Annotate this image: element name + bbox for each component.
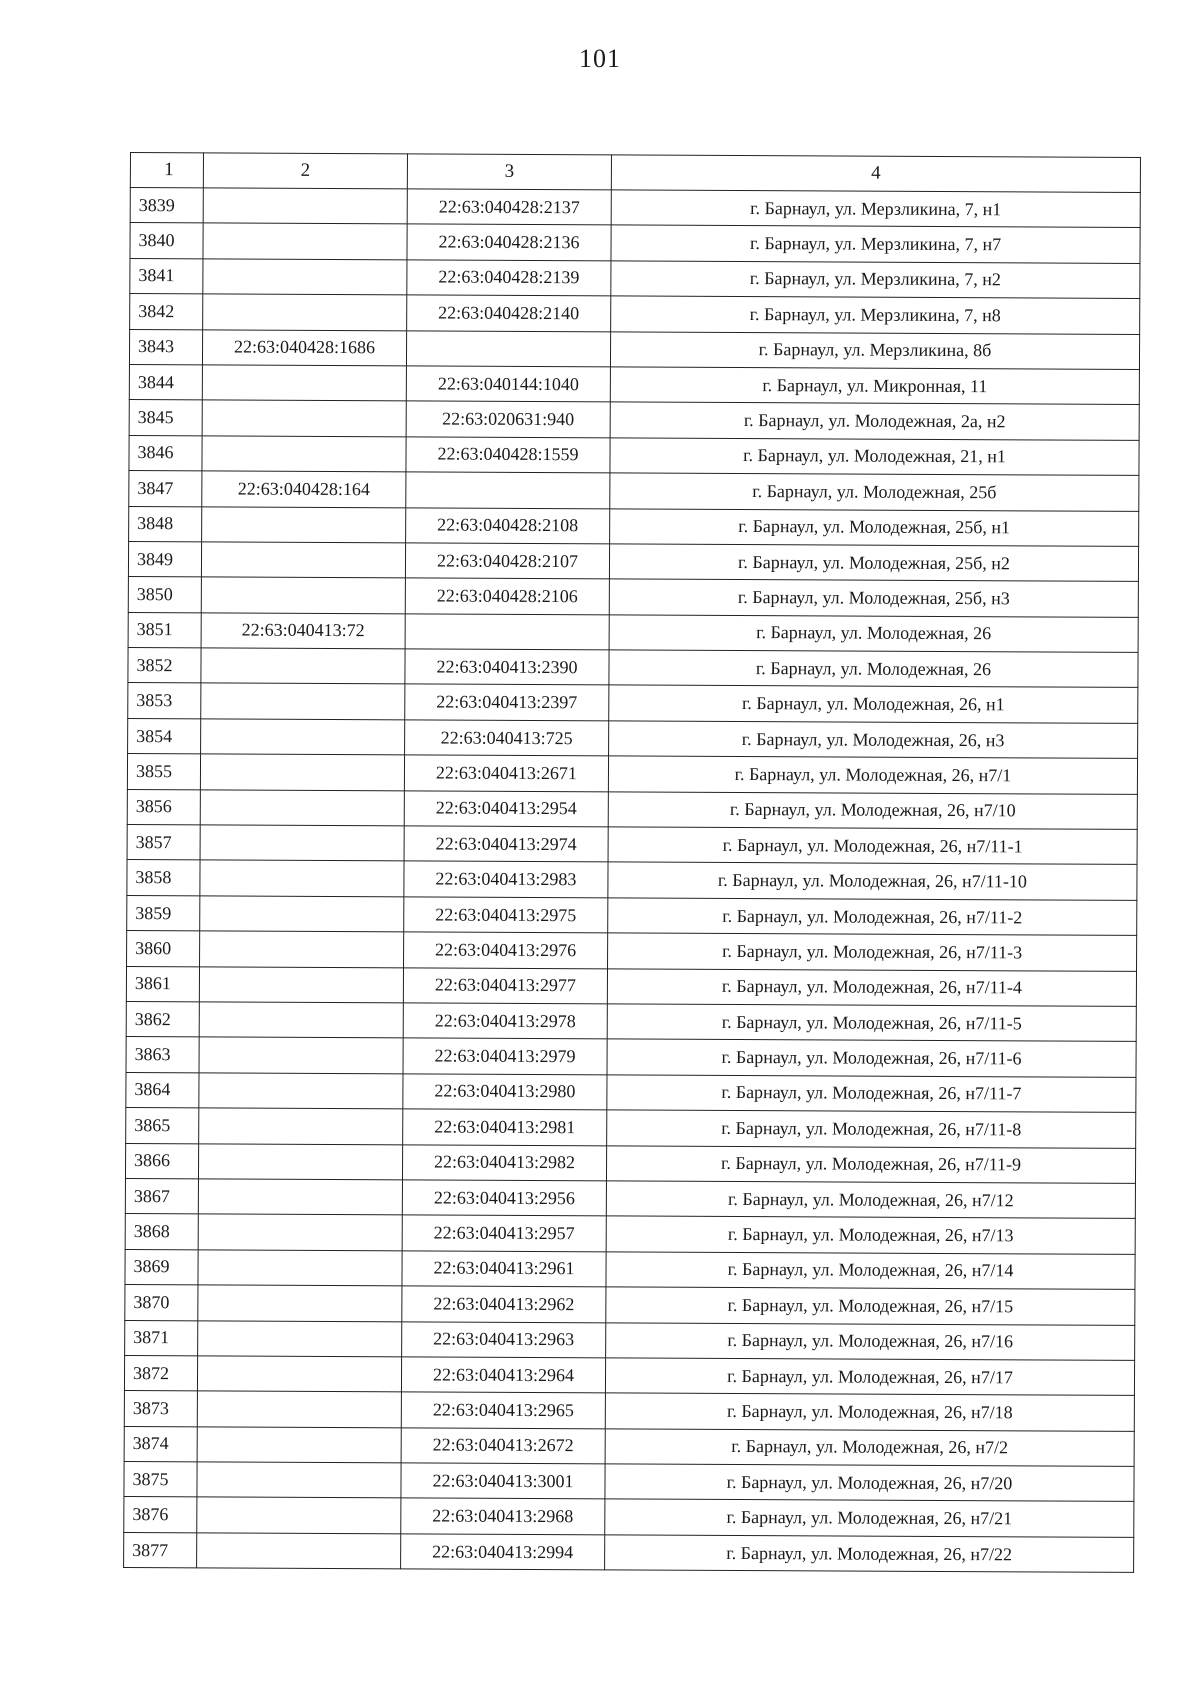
address-cell: г. Барнаул, ул. Молодежная, 26, н7/11-8 (607, 1110, 1136, 1148)
column-header-1: 1 (130, 153, 203, 188)
building-cadastral-cell: 22:63:040413:2976 (404, 932, 608, 968)
building-cadastral-cell: 22:63:040428:2136 (407, 224, 611, 260)
table-row (127, 789, 1137, 829)
address-cell: г. Барнаул, ул. Мерзликина, 7, н1 (611, 190, 1140, 228)
row-number-cell: 3840 (130, 223, 203, 259)
parcel-cadastral-cell (202, 400, 406, 436)
address-cell: г. Барнаул, ул. Молодежная, 26, н7/11-2 (608, 898, 1137, 936)
address-cell: г. Барнаул, ул. Молодежная, 26, н7/15 (606, 1287, 1135, 1325)
row-number-cell: 3846 (129, 435, 202, 471)
building-cadastral-cell: 22:63:040413:2956 (402, 1180, 606, 1216)
table-row (127, 825, 1137, 865)
parcel-cadastral-cell (198, 1214, 402, 1250)
address-cell: г. Барнаул, ул. Молодежная, 26, н7/17 (605, 1358, 1134, 1396)
address-cell: г. Барнаул, ул. Молодежная, 26, н7/11-7 (607, 1075, 1136, 1113)
building-cadastral-cell: 22:63:040413:2964 (401, 1357, 605, 1393)
address-cell: г. Барнаул, ул. Молодежная, 26, н7/11-5 (607, 1004, 1136, 1042)
address-cell: г. Барнаул, ул. Молодежная, 26, н7/14 (606, 1252, 1135, 1290)
row-number-cell: 3869 (125, 1249, 198, 1285)
address-cell: г. Барнаул, ул. Молодежная, 26, н1 (609, 685, 1138, 723)
building-cadastral-cell: 22:63:040413:2979 (403, 1038, 607, 1074)
table-row (127, 754, 1137, 794)
building-cadastral-cell: 22:63:040413:2982 (402, 1144, 606, 1180)
page-number: 101 (579, 44, 621, 73)
parcel-cadastral-cell (199, 966, 403, 1002)
building-cadastral-cell: 22:63:040428:2107 (405, 543, 609, 579)
building-cadastral-cell: 22:63:040413:2961 (402, 1251, 606, 1287)
column-header-2: 2 (203, 153, 407, 189)
row-number-cell: 3875 (124, 1462, 197, 1498)
parcel-cadastral-cell (200, 860, 404, 896)
parcel-cadastral-cell (200, 931, 404, 967)
row-number-cell: 3871 (125, 1320, 198, 1356)
building-cadastral-cell: 22:63:040413:2672 (401, 1428, 605, 1464)
table-row (130, 258, 1140, 298)
table-row (124, 1391, 1134, 1431)
table-row (125, 1178, 1135, 1218)
row-number-cell: 3848 (129, 506, 202, 542)
parcel-cadastral-cell (199, 1073, 403, 1109)
row-number-cell: 3854 (128, 718, 201, 754)
table-row (128, 612, 1138, 652)
table-row (129, 435, 1139, 475)
parcel-cadastral-cell (201, 577, 405, 613)
parcel-cadastral-cell (203, 223, 407, 259)
parcel-cadastral-cell (200, 896, 404, 932)
table-row (128, 683, 1138, 723)
building-cadastral-cell: 22:63:040413:2983 (404, 861, 608, 897)
table-body (124, 188, 1141, 1573)
address-cell: г. Барнаул, ул. Молодежная, 2а, н2 (610, 402, 1139, 440)
parcel-cadastral-cell (201, 648, 405, 684)
column-header-3: 3 (407, 154, 611, 190)
parcel-cadastral-cell (198, 1320, 402, 1356)
parcel-cadastral-cell (202, 436, 406, 472)
building-cadastral-cell: 22:63:040428:2139 (407, 260, 611, 296)
table-row (124, 1532, 1134, 1572)
row-number-cell: 3847 (129, 471, 202, 507)
building-cadastral-cell: 22:63:040413:2977 (403, 967, 607, 1003)
row-number-cell: 3849 (128, 541, 201, 577)
address-cell: г. Барнаул, ул. Молодежная, 26, н7/20 (605, 1464, 1134, 1502)
parcel-cadastral-cell (199, 1037, 403, 1073)
table-row (129, 400, 1139, 440)
parcel-cadastral-cell (201, 719, 405, 755)
parcel-cadastral-cell (200, 825, 404, 861)
table-row (126, 1037, 1136, 1077)
table-row (125, 1285, 1135, 1325)
address-cell: г. Барнаул, ул. Молодежная, 25б, н2 (609, 544, 1138, 582)
building-cadastral-cell: 22:63:040428:2140 (407, 295, 611, 331)
table-row (127, 860, 1137, 900)
table-row (125, 1249, 1135, 1289)
address-cell: г. Барнаул, ул. Молодежная, 26, н7/21 (605, 1499, 1134, 1537)
table-row (126, 1001, 1136, 1041)
table-row (130, 223, 1140, 263)
parcel-cadastral-cell (203, 259, 407, 295)
parcel-cadastral-cell (197, 1497, 401, 1533)
table-row (129, 364, 1139, 404)
row-number-cell: 3845 (129, 400, 202, 436)
table-row (128, 577, 1138, 617)
parcel-cadastral-cell (197, 1533, 401, 1569)
parcel-cadastral-cell (202, 506, 406, 542)
row-number-cell: 3856 (127, 789, 200, 825)
address-cell: г. Барнаул, ул. Молодежная, 26, н7/13 (606, 1216, 1135, 1254)
row-number-cell: 3876 (124, 1497, 197, 1533)
table-row (130, 294, 1140, 334)
row-number-cell: 3874 (124, 1426, 197, 1462)
row-number-cell: 3877 (124, 1532, 197, 1568)
building-cadastral-cell: 22:63:040413:2954 (404, 790, 608, 826)
address-cell: г. Барнаул, ул. Молодежная, 26, н3 (609, 721, 1138, 759)
row-number-cell: 3859 (127, 895, 200, 931)
building-cadastral-cell: 22:63:040413:2965 (401, 1392, 605, 1428)
address-cell: г. Барнаул, ул. Молодежная, 25б, н3 (609, 579, 1138, 617)
parcel-cadastral-cell (198, 1285, 402, 1321)
row-number-cell: 3873 (124, 1391, 197, 1427)
table-row (126, 1072, 1136, 1112)
address-cell: г. Барнаул, ул. Молодежная, 26 (609, 615, 1138, 653)
building-cadastral-cell: 22:63:040413:2994 (401, 1534, 605, 1570)
row-number-cell: 3857 (127, 825, 200, 861)
parcel-cadastral-cell (197, 1356, 401, 1392)
parcel-cadastral-cell (198, 1250, 402, 1286)
address-cell: г. Барнаул, ул. Мерзликина, 7, н2 (611, 261, 1140, 299)
row-number-cell: 3853 (128, 683, 201, 719)
building-cadastral-cell: 22:63:040413:2962 (402, 1286, 606, 1322)
table-row (129, 506, 1139, 546)
parcel-cadastral-cell: 22:63:040413:72 (201, 613, 405, 649)
building-cadastral-cell: 22:63:040413:2981 (403, 1109, 607, 1145)
building-cadastral-cell: 22:63:040413:725 (405, 720, 609, 756)
building-cadastral-cell (405, 614, 609, 650)
table-header (130, 153, 1140, 193)
table-row (124, 1355, 1134, 1395)
address-cell: г. Барнаул, ул. Молодежная, 26, н7/18 (605, 1393, 1134, 1431)
building-cadastral-cell: 22:63:040413:2963 (402, 1321, 606, 1357)
parcel-cadastral-cell (203, 188, 407, 224)
table-row (128, 718, 1138, 758)
building-cadastral-cell: 22:63:040428:2106 (405, 578, 609, 614)
table-header-row (130, 153, 1140, 193)
parcel-cadastral-cell (201, 542, 405, 578)
building-cadastral-cell: 22:63:040413:2390 (405, 649, 609, 685)
table-row (130, 188, 1140, 228)
address-cell: г. Барнаул, ул. Молодежная, 26, н7/16 (606, 1322, 1135, 1360)
row-number-cell: 3851 (128, 612, 201, 648)
building-cadastral-cell: 22:63:040428:2108 (406, 507, 610, 543)
parcel-cadastral-cell (203, 294, 407, 330)
building-cadastral-cell (406, 330, 610, 366)
address-cell: г. Барнаул, ул. Молодежная, 26, н7/11-3 (608, 933, 1137, 971)
address-cell: г. Барнаул, ул. Мерзликина, 8б (610, 331, 1139, 369)
address-cell: г. Барнаул, ул. Молодежная, 26, н7/11-9 (606, 1145, 1135, 1183)
building-cadastral-cell: 22:63:040413:2957 (402, 1215, 606, 1251)
building-cadastral-cell: 22:63:040413:2397 (405, 684, 609, 720)
building-cadastral-cell: 22:63:040413:2974 (404, 826, 608, 862)
row-number-cell: 3861 (126, 966, 199, 1002)
row-number-cell: 3864 (126, 1072, 199, 1108)
row-number-cell: 3855 (127, 754, 200, 790)
parcel-cadastral-cell (201, 683, 405, 719)
row-number-cell: 3850 (128, 577, 201, 613)
table-row (125, 1214, 1135, 1254)
building-cadastral-cell: 22:63:040413:2975 (404, 897, 608, 933)
address-cell: г. Барнаул, ул. Молодежная, 26 (609, 650, 1138, 688)
row-number-cell: 3865 (126, 1108, 199, 1144)
address-cell: г. Барнаул, ул. Молодежная, 25б (610, 473, 1139, 511)
row-number-cell: 3862 (126, 1001, 199, 1037)
building-cadastral-cell: 22:63:040413:3001 (401, 1463, 605, 1499)
row-number-cell: 3842 (130, 294, 203, 330)
row-number-cell: 3841 (130, 258, 203, 294)
building-cadastral-cell: 22:63:040413:2980 (403, 1074, 607, 1110)
table-row (128, 648, 1138, 688)
building-cadastral-cell: 22:63:040413:2968 (401, 1498, 605, 1534)
building-cadastral-cell: 22:63:020631:940 (406, 401, 610, 437)
table-row (125, 1143, 1135, 1183)
address-cell: г. Барнаул, ул. Мерзликина, 7, н7 (611, 225, 1140, 263)
row-number-cell: 3843 (129, 329, 202, 365)
parcel-cadastral-cell (197, 1427, 401, 1463)
address-cell: г. Барнаул, ул. Молодежная, 26, н7/11-6 (607, 1039, 1136, 1077)
parcel-cadastral-cell: 22:63:040428:164 (202, 471, 406, 507)
table-row (129, 329, 1139, 369)
row-number-cell: 3860 (127, 931, 200, 967)
address-cell: г. Барнаул, ул. Мерзликина, 7, н8 (611, 296, 1140, 334)
row-number-cell: 3839 (130, 188, 203, 224)
parcel-cadastral-cell (198, 1179, 402, 1215)
parcel-cadastral-cell: 22:63:040428:1686 (202, 329, 406, 365)
row-number-cell: 3870 (125, 1285, 198, 1321)
table-row (128, 541, 1138, 581)
table-row (126, 966, 1136, 1006)
table-row (125, 1320, 1135, 1360)
table-row (129, 471, 1139, 511)
address-cell: г. Барнаул, ул. Молодежная, 26, н7/11-1 (608, 827, 1137, 865)
address-cell: г. Барнаул, ул. Молодежная, 26, н7/11-4 (607, 968, 1136, 1006)
row-number-cell: 3858 (127, 860, 200, 896)
parcel-cadastral-cell (202, 365, 406, 401)
building-cadastral-cell (406, 472, 610, 508)
address-cell: г. Барнаул, ул. Микронная, 11 (610, 367, 1139, 405)
parcel-cadastral-cell (197, 1391, 401, 1427)
table-row (124, 1497, 1134, 1537)
address-cell: г. Барнаул, ул. Молодежная, 21, н1 (610, 438, 1139, 476)
address-cell: г. Барнаул, ул. Молодежная, 26, н7/22 (605, 1535, 1134, 1573)
row-number-cell: 3872 (124, 1355, 197, 1391)
building-cadastral-cell: 22:63:040144:1040 (406, 366, 610, 402)
parcel-cadastral-cell (198, 1143, 402, 1179)
parcel-cadastral-cell (199, 1002, 403, 1038)
registry-table (123, 152, 1141, 1573)
parcel-cadastral-cell (200, 789, 404, 825)
address-cell: г. Барнаул, ул. Молодежная, 26, н7/11-10 (608, 862, 1137, 900)
parcel-cadastral-cell (200, 754, 404, 790)
building-cadastral-cell: 22:63:040413:2671 (404, 755, 608, 791)
table-row (124, 1426, 1134, 1466)
parcel-cadastral-cell (197, 1462, 401, 1498)
address-cell: г. Барнаул, ул. Молодежная, 26, н7/2 (605, 1429, 1134, 1467)
parcel-cadastral-cell (199, 1108, 403, 1144)
row-number-cell: 3852 (128, 648, 201, 684)
table-row (127, 931, 1137, 971)
table-row (127, 895, 1137, 935)
address-cell: г. Барнаул, ул. Молодежная, 26, н7/10 (608, 791, 1137, 829)
building-cadastral-cell: 22:63:040428:1559 (406, 437, 610, 473)
row-number-cell: 3868 (125, 1214, 198, 1250)
table-row (126, 1108, 1136, 1148)
building-cadastral-cell: 22:63:040413:2978 (403, 1003, 607, 1039)
column-header-4: 4 (611, 155, 1140, 193)
address-cell: г. Барнаул, ул. Молодежная, 25б, н1 (610, 508, 1139, 546)
row-number-cell: 3867 (125, 1178, 198, 1214)
row-number-cell: 3863 (126, 1037, 199, 1073)
building-cadastral-cell: 22:63:040428:2137 (407, 189, 611, 225)
row-number-cell: 3866 (125, 1143, 198, 1179)
table-row (124, 1462, 1134, 1502)
address-cell: г. Барнаул, ул. Молодежная, 26, н7/1 (608, 756, 1137, 794)
address-cell: г. Барнаул, ул. Молодежная, 26, н7/12 (606, 1181, 1135, 1219)
row-number-cell: 3844 (129, 364, 202, 400)
